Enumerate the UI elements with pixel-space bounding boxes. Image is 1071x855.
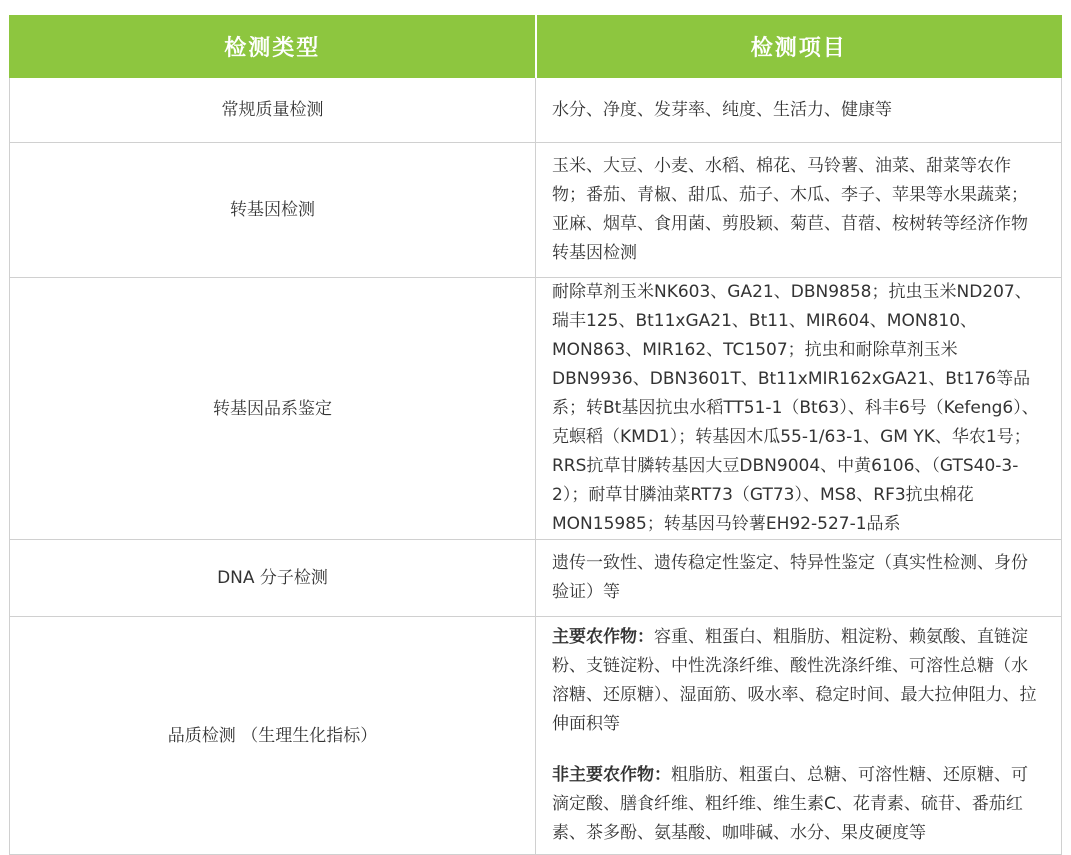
main-crops-items: 容重、粗蛋白、粗脂肪、粗淀粉、赖氨酸、直链淀粉、支链淀粉、中性洗涤纤维、酸性洗涤纤维、可溶性总糖（水溶糖、还原糖）、湿面筋、吸水率、稳定时间、最大拉伸阻力、拉伸面积等: [552, 627, 1037, 734]
spacer: [552, 739, 1043, 761]
main-crops-label: 主要农作物：: [552, 627, 654, 647]
table-row: [10, 617, 1062, 855]
minor-crops-label: 非主要农作物：: [552, 765, 671, 785]
testing-table: [9, 15, 1062, 855]
minor-crops: [552, 761, 1043, 848]
table-row: [10, 78, 1062, 143]
header-items: 检测项目: [536, 15, 1062, 78]
row-type: 转基因品系鉴定: [10, 278, 536, 540]
row-type-line1: 品质检测: [167, 725, 236, 746]
row-type: DNA 分子检测: [10, 540, 536, 617]
minor-crops-items: 粗脂肪、粗蛋白、总糖、可溶性糖、还原糖、可滴定酸、膳食纤维、粗纤维、维生素C、花青素、硫苷、番茄红素、茶多酚、氨基酸、咖啡碱、水分、果皮硬度等: [552, 765, 1028, 843]
row-items: 遗传一致性、遗传稳定性鉴定、特异性鉴定（真实性检测、身份验证）等: [536, 540, 1062, 617]
row-type: 转基因检测: [10, 143, 536, 278]
table-header-row: [10, 15, 1062, 78]
table-row: [10, 143, 1062, 278]
row-items: 耐除草剂玉米NK603、GA21、DBN9858；抗虫玉米ND207、瑞丰125、Bt11xGA21、Bt11、MIR604、MON810、MON863、MIR162、TC1507；抗虫和耐除草剂玉米DBN9936、DBN3601T、Bt11xMIR162xGA21、Bt176等品系；转Bt基因抗虫水稻TT51-1（Bt63）、科丰6号（Kefeng6）、克螟稻（KMD1）；转基因木瓜55-1/63-1、GM YK、华农1号；RRS抗草甘膦转基因大豆DBN9004、中黄6106、（GTS40-3-2）；耐草甘膦油菜RT73（GT73）、MS8、RF3抗虫棉花MON15985；转基因马铃薯EH92-527-1品系: [536, 278, 1062, 540]
row-type-line2: （生理生化指标）: [241, 725, 378, 746]
main-crops: [552, 623, 1043, 739]
row-items: 水分、净度、发芽率、纯度、生活力、健康等: [536, 78, 1062, 143]
row-items: [536, 617, 1062, 855]
row-type: 常规质量检测: [10, 78, 536, 143]
row-items: 玉米、大豆、小麦、水稻、棉花、马铃薯、油菜、甜菜等农作物；番茄、青椒、甜瓜、茄子、木瓜、李子、苹果等水果蔬菜；亚麻、烟草、食用菌、剪股颖、菊苣、苜蓿、桉树转等经济作物转基因检测: [536, 143, 1062, 278]
table-row: [10, 278, 1062, 540]
header-type: 检测类型: [10, 15, 536, 78]
table-row: [10, 540, 1062, 617]
row-type: [10, 617, 536, 855]
